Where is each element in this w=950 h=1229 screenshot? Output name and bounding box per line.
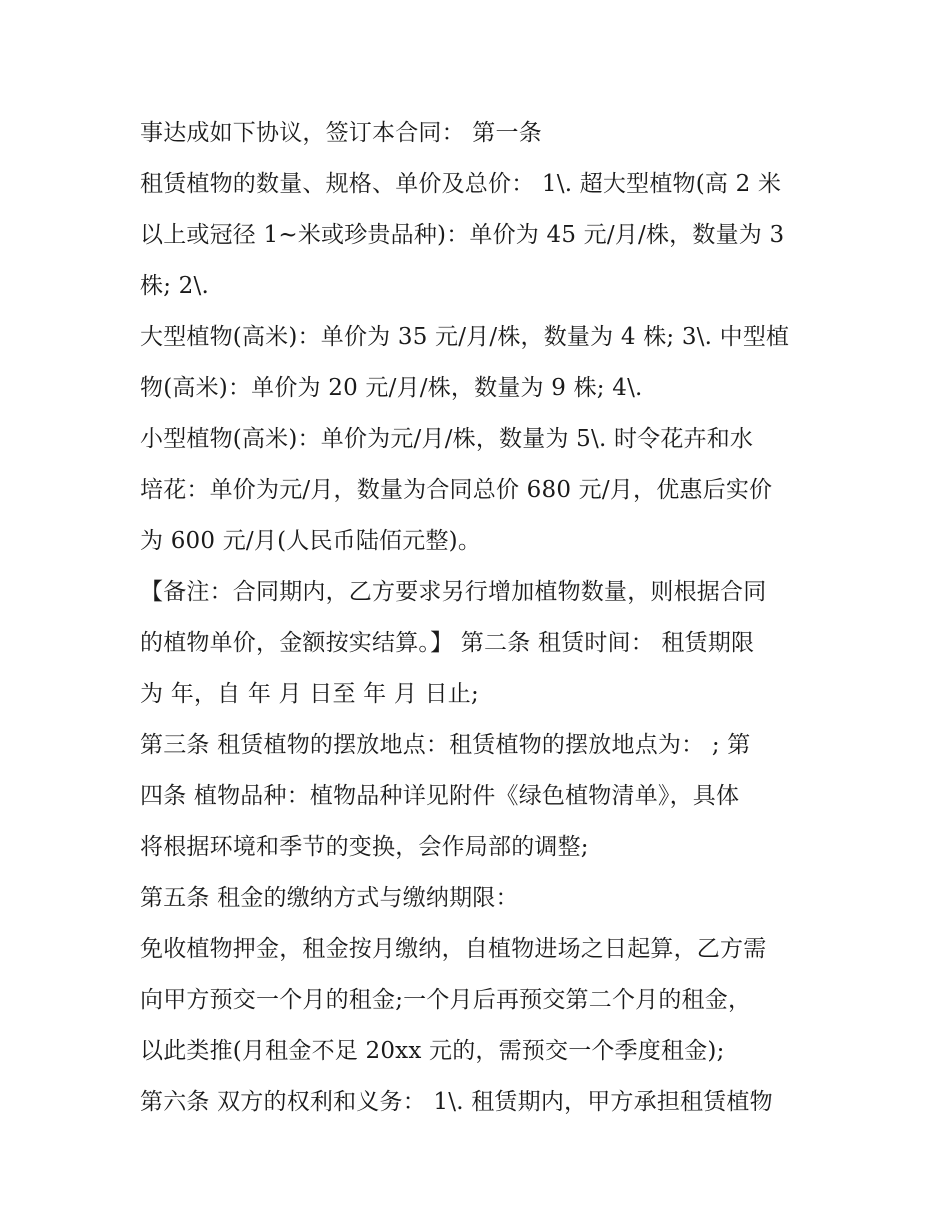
- text-line: 第六条 双方的权利和义务： 1\. 租赁期内，甲方承担租赁植物: [140, 1089, 773, 1115]
- text-line: 第五条 租金的缴纳方式与缴纳期限：: [140, 885, 519, 911]
- text-line: 以此类推(月租金不足 20xx 元的，需预交一个季度租金);: [140, 1038, 725, 1064]
- text-line: 为 年，自 年 月 日至 年 月 日止;: [140, 681, 479, 707]
- text-line: 株; 2\.: [140, 273, 209, 299]
- text-line: 培花：单价为元/月，数量为合同总价 680 元/月，优惠后实价: [140, 477, 773, 503]
- text-line: 大型植物(高米)：单价为 35 元/月/株，数量为 4 株; 3\. 中型植: [140, 324, 790, 350]
- text-line: 以上或冠径 1~米或珍贵品种)：单价为 45 元/月/株，数量为 3: [140, 222, 785, 248]
- text-line: 物(高米)：单价为 20 元/月/株，数量为 9 株; 4\.: [140, 375, 643, 401]
- text-line: 向甲方预交一个月的租金;一个月后再预交第二个月的租金，: [140, 987, 752, 1013]
- text-line: 小型植物(高米)：单价为元/月/株，数量为 5\. 时令花卉和水: [140, 426, 754, 452]
- text-line: 【备注：合同期内，乙方要求另行增加植物数量，则根据合同: [140, 579, 767, 605]
- text-line: 免收植物押金，租金按月缴纳，自植物进场之日起算，乙方需: [140, 936, 767, 962]
- text-line: 第三条 租赁植物的摆放地点：租赁植物的摆放地点为： ; 第: [140, 732, 751, 758]
- text-line: 租赁植物的数量、规格、单价及总价： 1\. 超大型植物(高 2 米: [140, 171, 782, 197]
- text-line: 的植物单价，金额按实结算。】 第二条 租赁时间： 租赁期限: [140, 630, 755, 656]
- text-line: 事达成如下协议，签订本合同： 第一条: [140, 120, 542, 146]
- text-line: 将根据环境和季节的变换，会作局部的调整;: [140, 834, 589, 860]
- document-body: [140, 108, 812, 1128]
- text-line: 为 600 元/月(人民币陆佰元整)。: [140, 528, 482, 554]
- text-line: 四条 植物品种：植物品种详见附件《绿色植物清单》，具体: [140, 783, 740, 809]
